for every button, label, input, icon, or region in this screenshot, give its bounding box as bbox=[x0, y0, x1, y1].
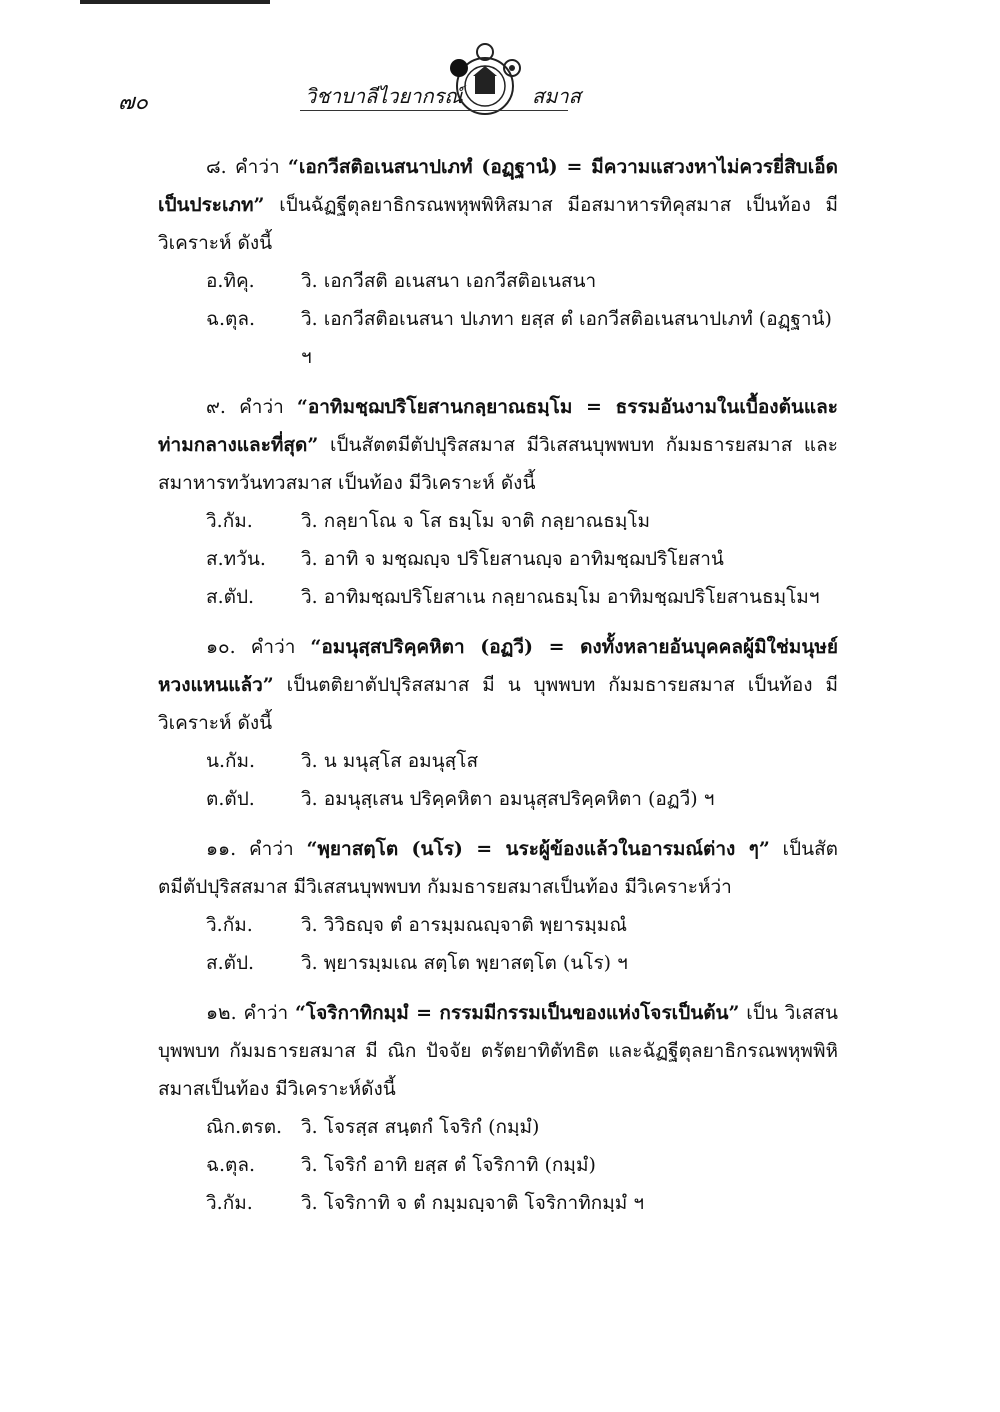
section-paragraph bbox=[158, 830, 838, 906]
section-number: ๑๐. bbox=[206, 636, 236, 658]
analysis-row bbox=[158, 1108, 838, 1146]
section-term: “อมนุสฺสปริคฺคหิตา (อฏวี) = ดงทั้งหลายอันบุคคลผู้มิใช่มนุษย์หวงแหนแล้ว” bbox=[158, 636, 838, 696]
header-underline bbox=[300, 110, 568, 111]
section-number: ๙. bbox=[206, 396, 226, 418]
section-description: เป็นฉัฏฐีตุลยาธิกรณพหุพพิหิสมาส มีอสมาหารทิคุสมาส เป็นท้อง มีวิเคราะห์ ดังนี้ bbox=[158, 194, 839, 254]
section-9 bbox=[158, 388, 838, 616]
page-body bbox=[158, 148, 838, 1222]
section-lead: คำว่า bbox=[250, 636, 296, 658]
analysis-abbr: ณิก.ตรต. bbox=[206, 1116, 283, 1138]
section-lead: คำว่า bbox=[239, 396, 284, 418]
analysis-text: วิ. อาทิ จ มชฺฌญฺจ ปริโยสานญฺจ อาทิมชฺฌปริโยสานํ bbox=[301, 548, 724, 570]
analysis-abbr: วิ.กัม. bbox=[206, 914, 253, 936]
header-subject-title: วิชาบาลีไวยากรณ์ bbox=[305, 84, 463, 108]
analysis-abbr: ส.ตัป. bbox=[206, 586, 255, 608]
section-lead: คำว่า bbox=[234, 156, 280, 178]
section-10 bbox=[158, 628, 838, 818]
analysis-abbr: ต.ตัป. bbox=[206, 788, 255, 810]
analysis-text: วิ. โจริกํ อาทิ ยสฺส ตํ โจริกาทิ (กมฺมํ) bbox=[301, 1154, 596, 1176]
institution-seal-icon bbox=[440, 38, 530, 128]
analysis-abbr: น.กัม. bbox=[206, 750, 256, 772]
section-description: เป็นตติยาตัปปุริสสมาส มี น บุพพบท กัมมธารยสมาส เป็นท้อง มีวิเคราะห์ ดังนี้ bbox=[158, 674, 838, 734]
analysis-row bbox=[158, 1184, 838, 1222]
analysis-text: วิ. โจรสฺส สนฺตกํ โจริกํ (กมฺมํ) bbox=[301, 1116, 540, 1138]
section-term: “พฺยาสตฺโต (นโร) = นระผู้ข้องแล้วในอารมณ์ต่าง ๆ” bbox=[306, 838, 770, 860]
section-11 bbox=[158, 830, 838, 982]
analysis-text: วิ. พฺยารมฺมเณ สตฺโต พฺยาสตฺโต (นโร) ฯ bbox=[301, 952, 628, 974]
section-term: “โจริกาทิกมฺมํ = กรรมมีกรรมเป็นของแห่งโจรเป็นต้น” bbox=[295, 1002, 740, 1024]
section-description: เป็นสัตตมีตัปปุริสสมาส มีวิเสสนบุพพบท กัมมธารยสมาส และ สมาหารทวันทวสมาส เป็นท้อง มีวิเคราะห์ ดังนี้ bbox=[158, 434, 839, 494]
section-term: “เอกวีสติอเนสนาปเภทํ (อฏฺฐานํ) = มีความแสวงหาไม่ควรยี่สิบเอ็ดเป็นประเภท” bbox=[158, 156, 838, 216]
section-paragraph bbox=[158, 994, 838, 1108]
analysis-row bbox=[158, 540, 838, 578]
page-header bbox=[0, 70, 1000, 130]
analysis-abbr: ส.ทวัน. bbox=[206, 548, 266, 570]
section-term: “อาทิมชฺฌปริโยสานกลฺยาณธมฺโม = ธรรมอันงามในเบื้องต้นและท่ามกลางและที่สุด” bbox=[158, 396, 838, 456]
page-number: ๗๐ bbox=[118, 90, 148, 115]
section-description: เป็น วิเสสนบุพพบท กัมมธารยสมาส มี ณิก ปัจจัย ตรัตยาทิตัทธิต และฉัฏฐีตุลยาธิกรณพหุพพิหิสมาสเป็นท้อง มีวิเคราะห์ดังนี้ bbox=[158, 1002, 838, 1100]
section-lead: คำว่า bbox=[243, 1002, 289, 1024]
analysis-text: วิ. อาทิมชฺฌปริโยสาเน กลฺยาณธมฺโม อาทิมชฺฌปริโยสานธมฺโมฯ bbox=[301, 586, 820, 608]
section-lead: คำว่า bbox=[248, 838, 294, 860]
section-8 bbox=[158, 148, 838, 376]
analysis-row bbox=[158, 262, 838, 300]
analysis-row bbox=[158, 944, 838, 982]
analysis-text: วิ. อมนุสฺเสน ปริคฺคหิตา อมนุสฺสปริคฺคหิตา (อฏวี) ฯ bbox=[301, 788, 715, 810]
analysis-row bbox=[158, 1146, 838, 1184]
analysis-row bbox=[158, 906, 838, 944]
analysis-text: วิ. กลฺยาโณ จ โส ธมฺโม จาติ กลฺยาณธมฺโม bbox=[301, 510, 651, 532]
analysis-abbr: วิ.กัม. bbox=[206, 1192, 253, 1214]
analysis-text: วิ. เอกวีสติอเนสนา ปเภทา ยสฺส ตํ เอกวีสติอเนสนาปเภทํ (อฏฺฐานํ) ฯ bbox=[301, 308, 832, 368]
analysis-row bbox=[158, 578, 838, 616]
scan-top-edge bbox=[80, 0, 270, 4]
section-description: เป็นสัตตมีตัปปุริสสมาส มีวิเสสนบุพพบท กัมมธารยสมาสเป็นท้อง มีวิเคราะห์ว่า bbox=[158, 838, 839, 898]
analysis-row bbox=[158, 742, 838, 780]
analysis-text: วิ. เอกวีสติ อเนสนา เอกวีสติอเนสนา bbox=[301, 270, 597, 292]
section-number: ๘. bbox=[206, 156, 227, 178]
analysis-row bbox=[158, 300, 838, 376]
section-number: ๑๒. bbox=[206, 1002, 237, 1024]
analysis-text: วิ. โจริกาทิ จ ตํ กมฺมญฺจาติ โจริกาทิกมฺมํ ฯ bbox=[301, 1192, 645, 1214]
section-paragraph bbox=[158, 388, 838, 502]
analysis-abbr: วิ.กัม. bbox=[206, 510, 253, 532]
header-topic-title: สมาส bbox=[532, 84, 581, 108]
analysis-abbr: ฉ.ตุล. bbox=[206, 1154, 256, 1176]
analysis-abbr: ส.ตัป. bbox=[206, 952, 255, 974]
analysis-abbr: ฉ.ตุล. bbox=[206, 308, 256, 330]
section-paragraph bbox=[158, 148, 838, 262]
section-number: ๑๑. bbox=[206, 838, 237, 860]
section-12 bbox=[158, 994, 838, 1222]
section-paragraph bbox=[158, 628, 838, 742]
analysis-row bbox=[158, 502, 838, 540]
analysis-text: วิ. วิวิธญฺจ ตํ อารมฺมณญฺจาติ พฺยารมฺมณํ bbox=[301, 914, 627, 936]
analysis-row bbox=[158, 780, 838, 818]
analysis-text: วิ. น มนุสฺโส อมนุสฺโส bbox=[301, 750, 479, 772]
analysis-abbr: อ.ทิคุ. bbox=[206, 270, 255, 292]
